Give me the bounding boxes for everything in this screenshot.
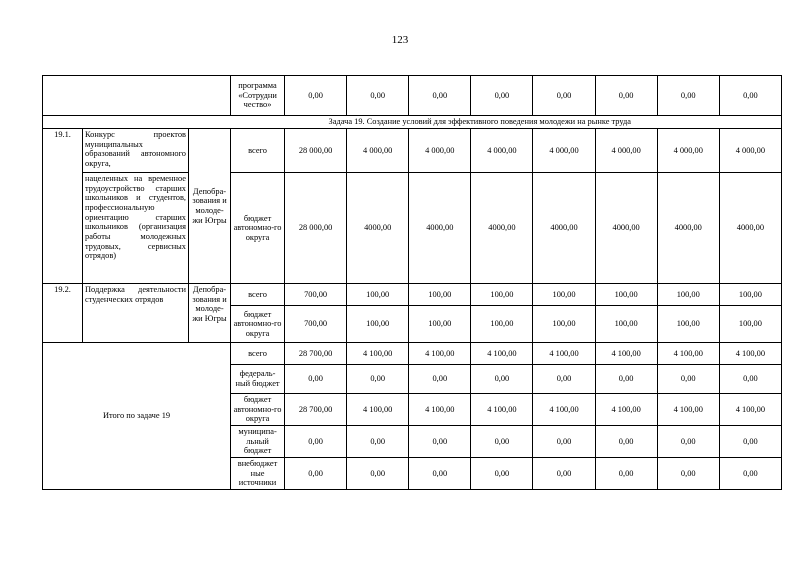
value-cell: 0,00: [533, 76, 595, 116]
item-number: 19.1.: [43, 129, 83, 284]
value-cell: 4 000,00: [595, 129, 657, 173]
value-cell: 28 000,00: [285, 129, 347, 173]
value-cell: 4000,00: [533, 173, 595, 284]
value-cell: 0,00: [719, 365, 781, 394]
value-cell: 4 000,00: [347, 129, 409, 173]
value-cell: 0,00: [595, 365, 657, 394]
value-cell: 4000,00: [657, 173, 719, 284]
value-cell: 700,00: [285, 306, 347, 343]
value-cell: 4 100,00: [347, 343, 409, 365]
source-cell: бюджет автономно-го округа: [231, 173, 285, 284]
value-cell: 0,00: [595, 76, 657, 116]
value-cell: 0,00: [719, 425, 781, 457]
value-cell: 4 100,00: [347, 394, 409, 426]
value-cell: 4 100,00: [595, 394, 657, 426]
value-cell: 0,00: [533, 365, 595, 394]
value-cell: 0,00: [409, 425, 471, 457]
value-cell: 4 100,00: [409, 394, 471, 426]
value-cell: 4 000,00: [533, 129, 595, 173]
page-number: 123: [391, 34, 409, 46]
value-cell: 0,00: [347, 425, 409, 457]
table-row: [43, 129, 782, 173]
value-cell: 0,00: [533, 457, 595, 489]
value-cell: 100,00: [719, 284, 781, 306]
value-cell: 4 100,00: [595, 343, 657, 365]
task-header: Задача 19. Создание условий для эффективного поведения молодежи на рынке труда: [43, 116, 782, 129]
value-cell: 100,00: [471, 284, 533, 306]
value-cell: 4 000,00: [409, 129, 471, 173]
value-cell: 0,00: [285, 76, 347, 116]
value-cell: 0,00: [409, 365, 471, 394]
item-name: Конкурс проектов муниципальных образований автономного округа,: [83, 129, 189, 173]
value-cell: 100,00: [533, 284, 595, 306]
item-name: Поддержка деятельности студенческих отрядов: [83, 284, 189, 343]
value-cell: 0,00: [595, 425, 657, 457]
value-cell: 100,00: [595, 284, 657, 306]
item-number: 19.2.: [43, 284, 83, 343]
empty-cell: [43, 76, 231, 116]
executor-cell: Депобра-зования и молоде-жи Югры: [189, 284, 231, 343]
value-cell: 0,00: [347, 76, 409, 116]
value-cell: 28 700,00: [285, 343, 347, 365]
budget-table: [42, 75, 782, 490]
value-cell: 0,00: [657, 425, 719, 457]
value-cell: 4 100,00: [657, 343, 719, 365]
value-cell: 4000,00: [409, 173, 471, 284]
source-cell: муниципа-льный бюджет: [231, 425, 285, 457]
source-cell: всего: [231, 343, 285, 365]
source-cell: всего: [231, 284, 285, 306]
item-name: нацеленных на временное трудоустройство старших школьников и студентов, профессиональную ориентацию старших школьников (организация работы молодежных трудовых, сервисных отрядов): [83, 173, 189, 284]
value-cell: 0,00: [347, 457, 409, 489]
value-cell: 4 100,00: [471, 343, 533, 365]
value-cell: 4000,00: [347, 173, 409, 284]
value-cell: 4 100,00: [719, 343, 781, 365]
table-row: [43, 284, 782, 306]
value-cell: 4 100,00: [409, 343, 471, 365]
value-cell: 0,00: [285, 457, 347, 489]
value-cell: 4 000,00: [719, 129, 781, 173]
value-cell: 4000,00: [595, 173, 657, 284]
value-cell: 0,00: [533, 425, 595, 457]
value-cell: 0,00: [719, 457, 781, 489]
table-row: [43, 116, 782, 129]
value-cell: 4000,00: [719, 173, 781, 284]
value-cell: 100,00: [657, 284, 719, 306]
value-cell: 100,00: [347, 284, 409, 306]
value-cell: 28 700,00: [285, 394, 347, 426]
source-cell: внебюджет ные источники: [231, 457, 285, 489]
value-cell: 700,00: [285, 284, 347, 306]
value-cell: 0,00: [409, 457, 471, 489]
value-cell: 0,00: [657, 365, 719, 394]
total-label: Итого по задаче 19: [43, 343, 231, 490]
value-cell: 4 100,00: [533, 394, 595, 426]
table-row: [43, 343, 782, 365]
value-cell: 4 000,00: [471, 129, 533, 173]
source-cell: всего: [231, 129, 285, 173]
value-cell: 0,00: [719, 76, 781, 116]
value-cell: 0,00: [657, 76, 719, 116]
value-cell: 0,00: [409, 76, 471, 116]
source-cell: бюджет автономно-го округа: [231, 306, 285, 343]
value-cell: 4 100,00: [657, 394, 719, 426]
value-cell: 100,00: [719, 306, 781, 343]
value-cell: 100,00: [347, 306, 409, 343]
value-cell: 100,00: [657, 306, 719, 343]
table-row: [43, 173, 782, 284]
value-cell: 100,00: [409, 306, 471, 343]
value-cell: 0,00: [471, 365, 533, 394]
value-cell: 100,00: [409, 284, 471, 306]
value-cell: 0,00: [285, 425, 347, 457]
executor-cell: Депобра-зования и молоде-жи Югры: [189, 129, 231, 284]
value-cell: 100,00: [471, 306, 533, 343]
source-cell: бюджет автономно-го округа: [231, 394, 285, 426]
value-cell: 4 100,00: [471, 394, 533, 426]
value-cell: 0,00: [285, 365, 347, 394]
value-cell: 0,00: [471, 457, 533, 489]
value-cell: 28 000,00: [285, 173, 347, 284]
value-cell: 4000,00: [471, 173, 533, 284]
value-cell: 4 000,00: [657, 129, 719, 173]
value-cell: 0,00: [595, 457, 657, 489]
source-cell: федераль-ный бюджет: [231, 365, 285, 394]
table-row: [43, 76, 782, 116]
value-cell: 100,00: [595, 306, 657, 343]
source-cell: программа «Сотрудни чество»: [231, 76, 285, 116]
value-cell: 0,00: [471, 76, 533, 116]
value-cell: 4 100,00: [533, 343, 595, 365]
value-cell: 0,00: [471, 425, 533, 457]
value-cell: 4 100,00: [719, 394, 781, 426]
value-cell: 0,00: [347, 365, 409, 394]
value-cell: 100,00: [533, 306, 595, 343]
value-cell: 0,00: [657, 457, 719, 489]
